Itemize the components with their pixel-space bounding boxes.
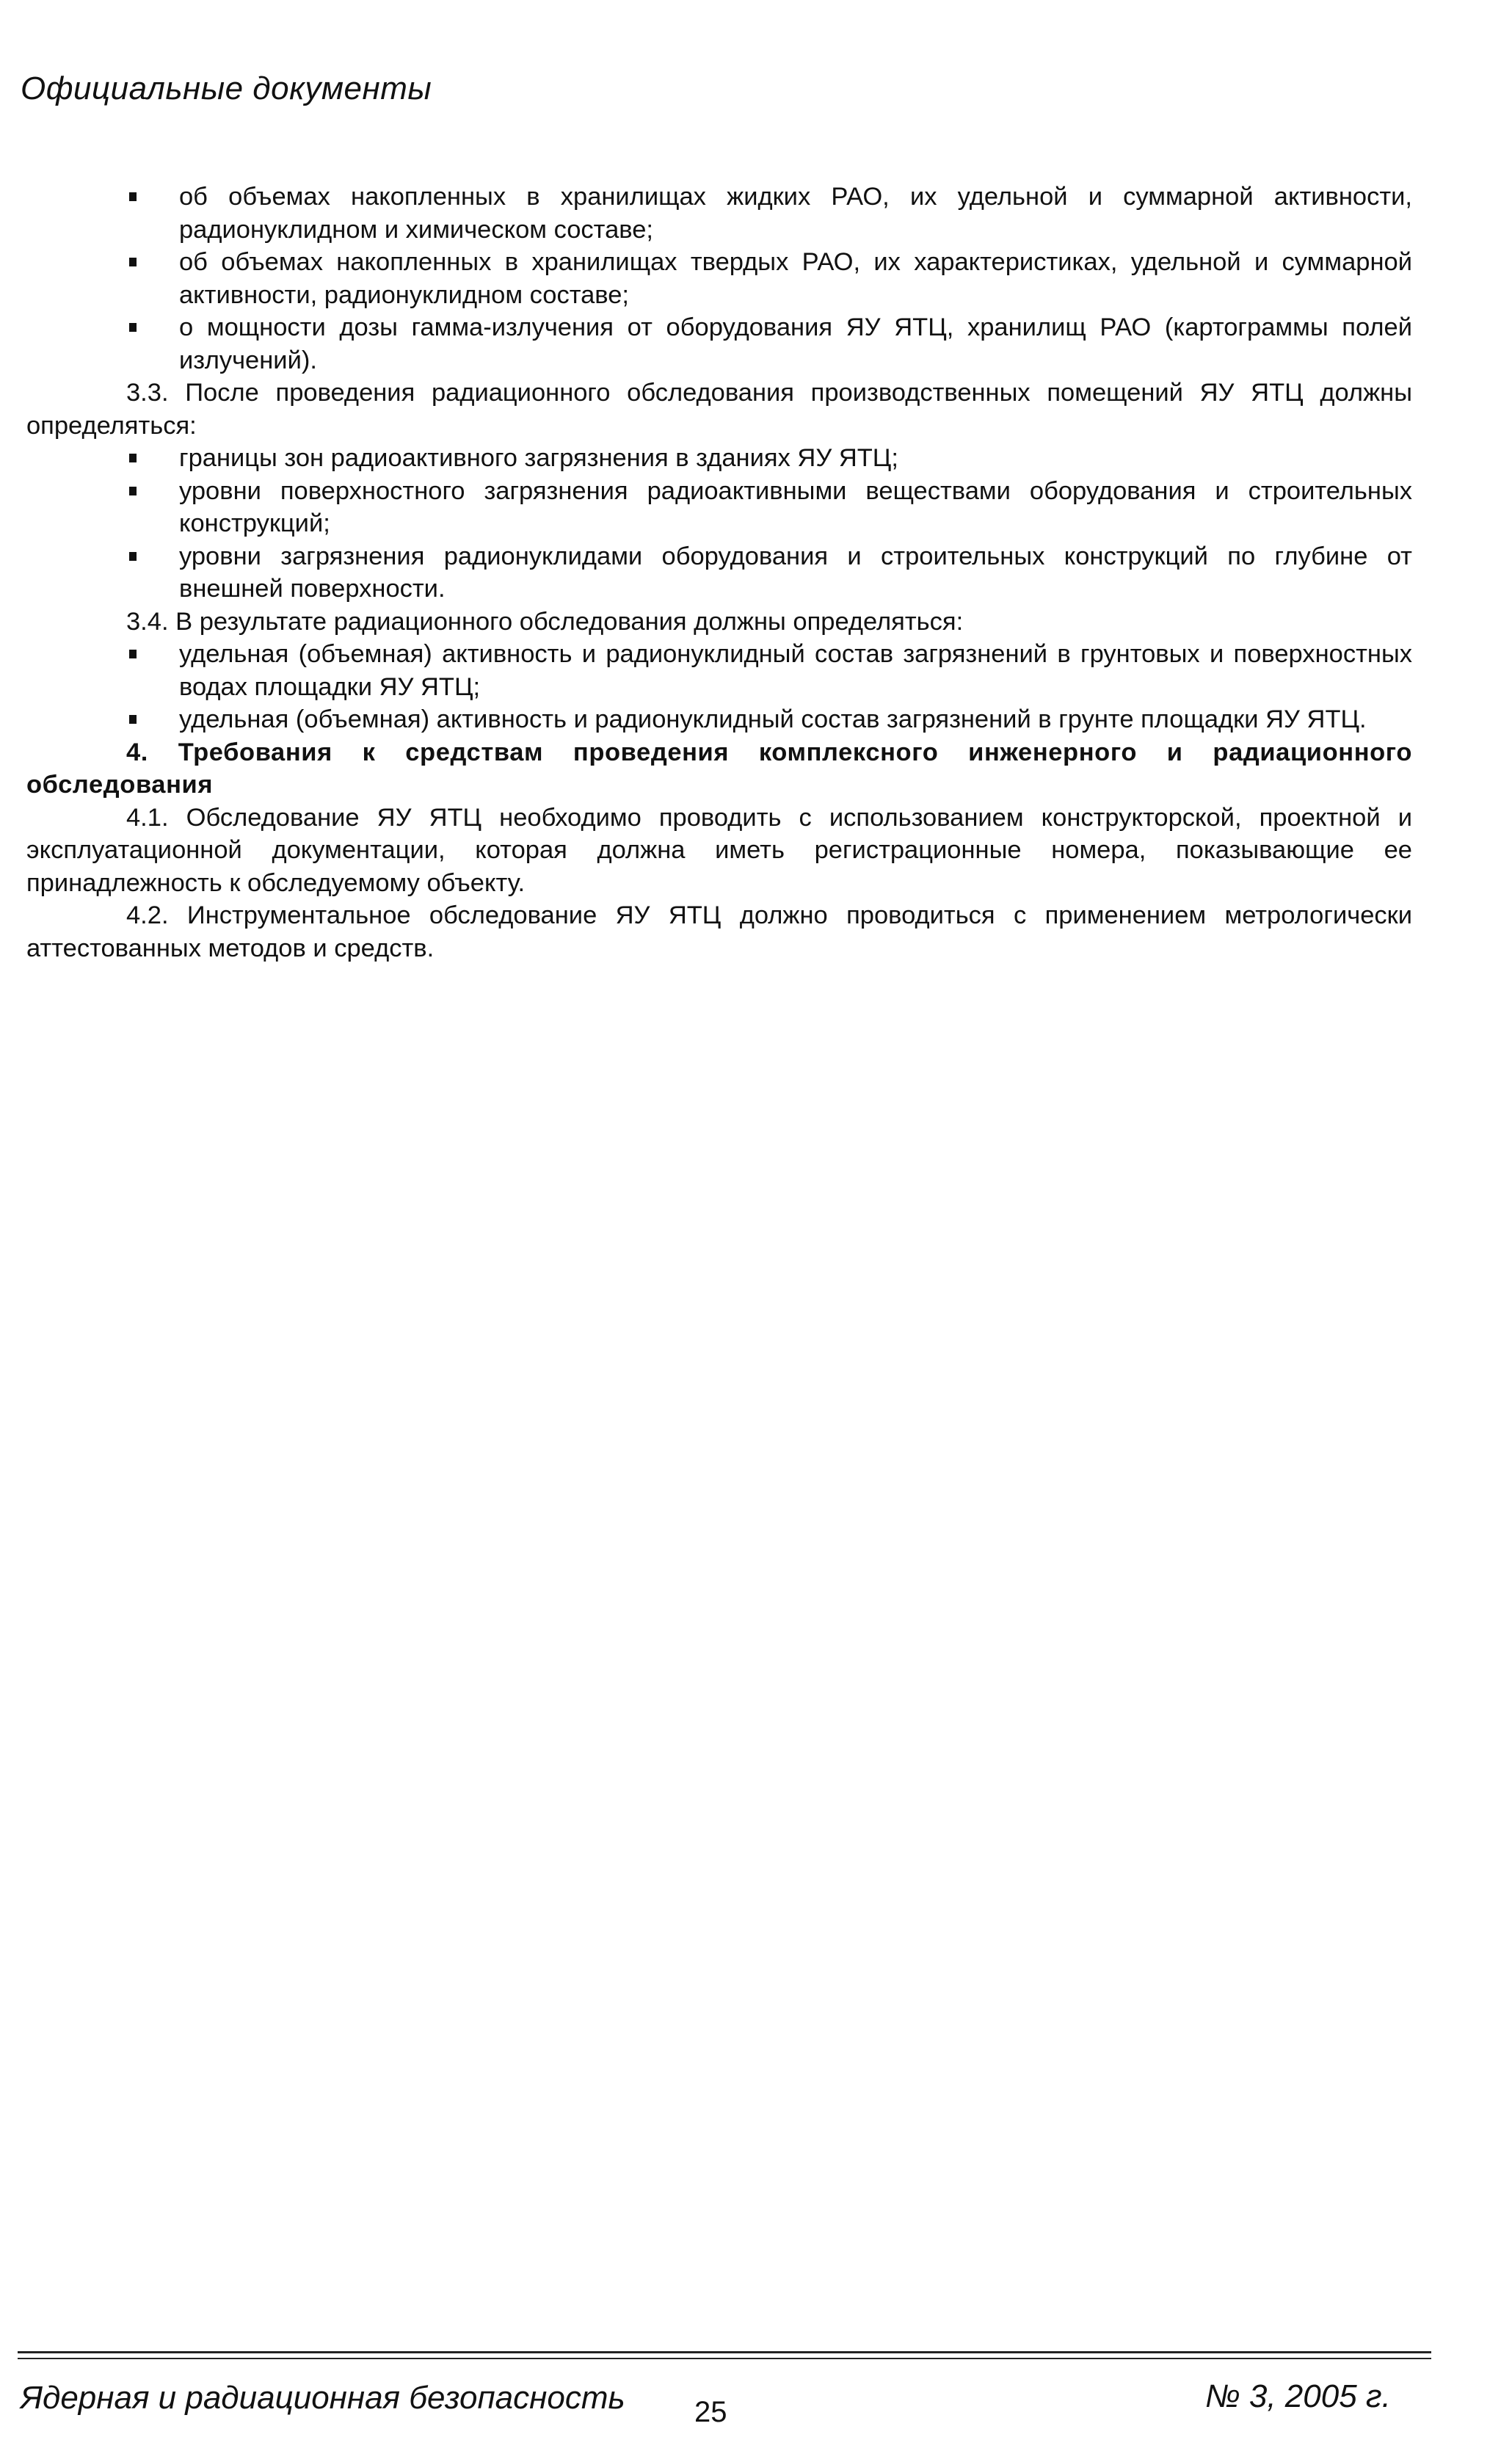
footer-rule: [18, 2351, 1431, 2353]
bullet-icon: [129, 487, 137, 495]
bullet-icon: [129, 715, 137, 724]
issue-info: № 3, 2005 г.: [1205, 2378, 1391, 2414]
section-heading-4: 4. Требования к средствам проведения комплексного инженерного и радиационного обследования: [26, 738, 1412, 799]
bullet-icon: [129, 258, 137, 266]
list-item: [26, 246, 1412, 311]
bullet-icon: [129, 552, 137, 561]
journal-title: Ядерная и радиационная безопасность: [21, 2380, 625, 2416]
list-item: [26, 638, 1412, 703]
paragraph-3-4: 3.4. В результате радиационного обследования должны определяться:: [126, 607, 964, 636]
document-body: [26, 181, 1412, 965]
bullet-icon: [129, 650, 137, 658]
list-item-text: границы зон радиоактивного загрязнения в зданиях ЯУ ЯТЦ;: [179, 444, 898, 472]
list-item-text: уровни загрязнения радионуклидами оборудования и строительных конструкций по глубине от внешней поверхности.: [179, 542, 1412, 603]
list-item: [26, 181, 1412, 246]
bullet-icon: [129, 192, 137, 201]
paragraph-4-2: 4.2. Инструментальное обследование ЯУ ЯТЦ должно проводиться с применением метрологически аттестованных методов и средств.: [26, 901, 1412, 962]
list-item-text: удельная (объемная) активность и радионуклидный состав загрязнений в грунте площадки ЯУ ЯТЦ.: [179, 705, 1367, 733]
list-item: [26, 475, 1412, 540]
paragraph-3-3: 3.3. После проведения радиационного обследования производственных помещений ЯУ ЯТЦ должны определяться:: [26, 379, 1412, 440]
list-item: [26, 311, 1412, 377]
list-item: [26, 442, 1412, 475]
list-item-text: об объемах накопленных в хранилищах твердых РАО, их характеристиках, удельной и суммарной активности, радионуклидном составе;: [179, 248, 1412, 309]
list-item-text: об объемах накопленных в хранилищах жидких РАО, их удельной и суммарной активности, радионуклидном и химическом составе;: [179, 183, 1412, 244]
bullet-icon: [129, 323, 137, 332]
list-item-text: о мощности дозы гамма-излучения от оборудования ЯУ ЯТЦ, хранилищ РАО (картограммы полей излучений).: [179, 313, 1412, 374]
footer-rule-thin: [18, 2358, 1431, 2359]
list-item: [26, 703, 1412, 736]
page-number: 25: [694, 2396, 727, 2428]
bullet-icon: [129, 454, 137, 462]
paragraph-4-1: 4.1. Обследование ЯУ ЯТЦ необходимо проводить с использованием конструкторской, проектной и эксплуатационной документации, которая должна иметь регистрационные номера, показывающие ее принадлежность к обследуемому объекту.: [26, 803, 1412, 897]
list-item: [26, 540, 1412, 606]
list-item-text: удельная (объемная) активность и радионуклидный состав загрязнений в грунтовых и поверхностных водах площадки ЯУ ЯТЦ;: [179, 640, 1412, 701]
running-header: Официальные документы: [21, 70, 432, 106]
list-item-text: уровни поверхностного загрязнения радиоактивными веществами оборудования и строительных конструкций;: [179, 476, 1412, 537]
